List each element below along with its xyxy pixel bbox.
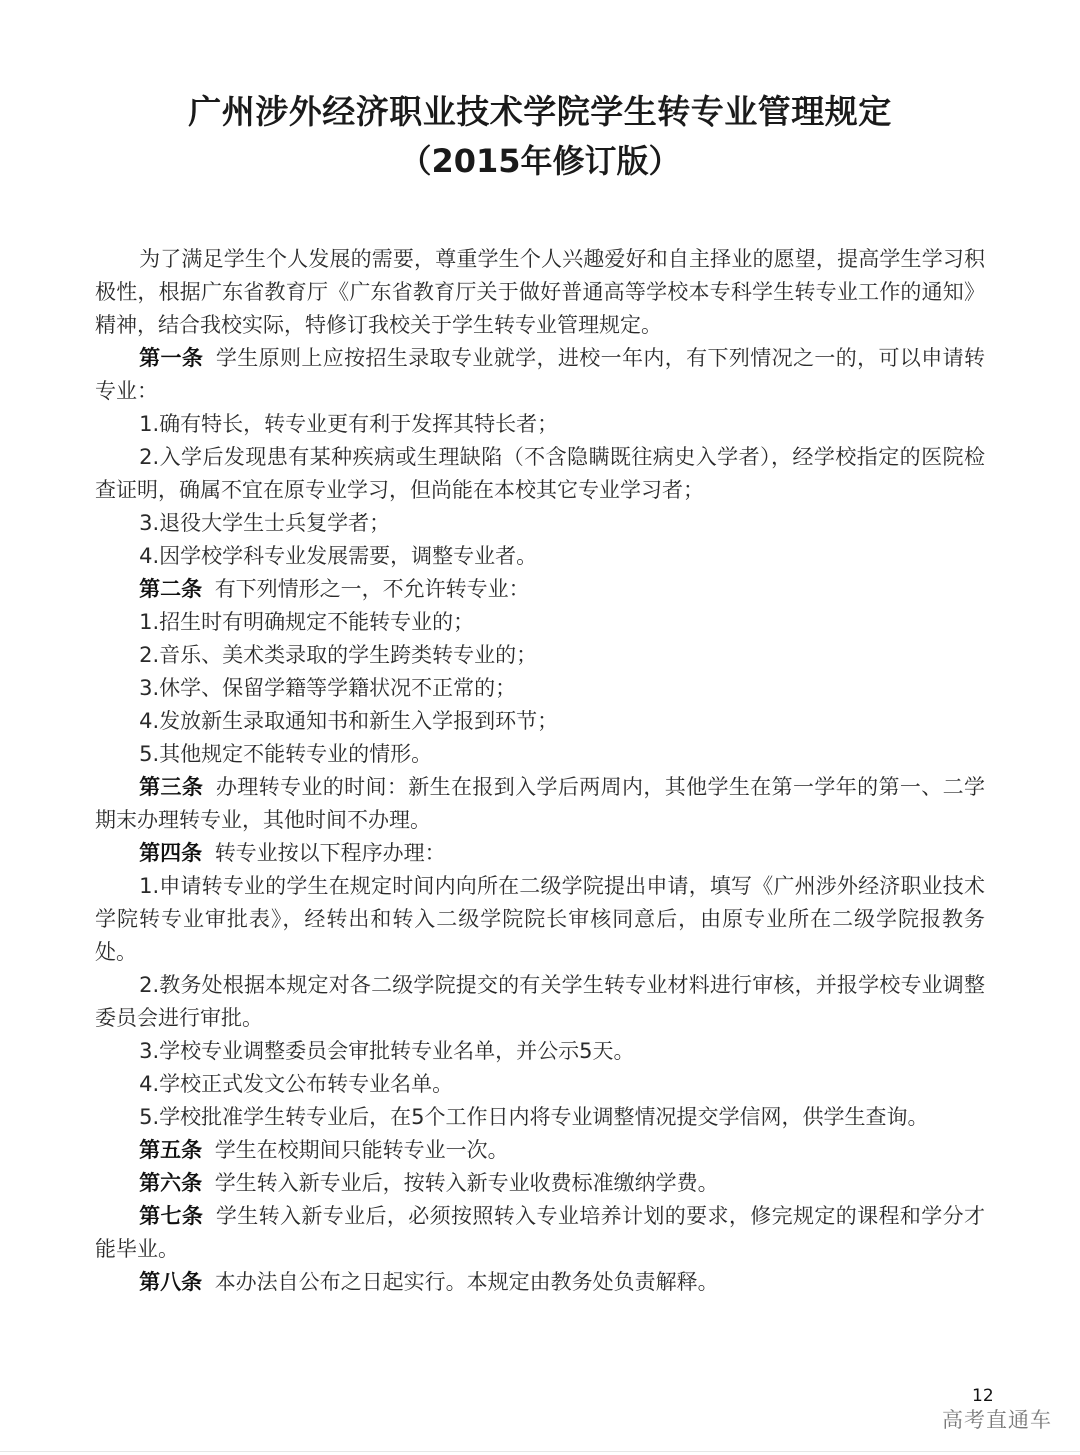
paragraph-text: 5.学校批准学生转专业后，在5个工作日内将专业调整情况提交学信网，供学生查询。 bbox=[139, 1105, 929, 1129]
article-paragraph bbox=[95, 837, 985, 870]
paragraph-text: 学生原则上应按招生录取专业就学，进校一年内，有下列情况之一的，可以申请转专业： bbox=[95, 346, 986, 403]
paragraph-text: 4.因学校学科专业发展需要，调整专业者。 bbox=[139, 544, 538, 568]
paragraph-text: 2.教务处根据本规定对各二级学院提交的有关学生转专业材料进行审核，并报学校专业调整委员会进行审批。 bbox=[95, 973, 985, 1030]
paragraph bbox=[95, 606, 985, 639]
paragraph bbox=[95, 870, 985, 969]
article-label: 第八条 bbox=[139, 1270, 203, 1294]
paragraph-text: 学生转入新专业后，按转入新专业收费标准缴纳学费。 bbox=[214, 1171, 719, 1195]
paragraph bbox=[95, 1035, 985, 1068]
document-title: 广州涉外经济职业技术学院学生转专业管理规定 bbox=[188, 92, 892, 131]
article-paragraph bbox=[95, 1266, 985, 1299]
paragraph bbox=[95, 507, 985, 540]
paragraph bbox=[95, 540, 985, 573]
paragraph-text: 1.申请转专业的学生在规定时间内向所在二级学院提出申请，填写《广州涉外经济职业技术学院转专业审批表》，经转出和转入二级学院院长审核同意后，由原专业所在二级学院报教务处。 bbox=[95, 874, 985, 964]
watermark: 高考直通车 bbox=[942, 1408, 1052, 1432]
document-subtitle: （2015年修订版） bbox=[399, 142, 681, 180]
article-paragraph bbox=[95, 1167, 985, 1200]
paragraph bbox=[95, 441, 985, 507]
paragraph-text: 学生在校期间只能转专业一次。 bbox=[214, 1138, 509, 1162]
paragraph-text: 1.确有特长，转专业更有利于发挥其特长者； bbox=[139, 412, 559, 436]
paragraph bbox=[95, 1101, 985, 1134]
article-label: 第二条 bbox=[139, 577, 203, 601]
article-label: 第七条 bbox=[139, 1204, 204, 1228]
document-body bbox=[95, 243, 985, 1299]
article-label: 第五条 bbox=[139, 1138, 203, 1162]
paragraph-text: 本办法自公布之日起实行。本规定由教务处负责解释。 bbox=[214, 1270, 719, 1294]
paragraph-text: 转专业按以下程序办理： bbox=[214, 841, 446, 865]
article-paragraph bbox=[95, 342, 985, 408]
paragraph-text: 3.退役大学生士兵复学者； bbox=[139, 511, 391, 535]
paragraph-text: 1.招生时有明确规定不能转专业的； bbox=[139, 610, 475, 634]
article-label: 第四条 bbox=[139, 841, 203, 865]
paragraph bbox=[95, 672, 985, 705]
paragraph-text: 5.其他规定不能转专业的情形。 bbox=[139, 742, 433, 766]
paragraph bbox=[95, 705, 985, 738]
paragraph-text: 2.入学后发现患有某种疾病或生理缺陷（不含隐瞒既往病史入学者），经学校指定的医院检查证明，确属不宜在原专业学习，但尚能在本校其它专业学习者； bbox=[95, 445, 985, 502]
paragraph-text: 办理转专业的时间：新生在报到入学后两周内，其他学生在第一学年的第一、二学期末办理转专业，其他时间不办理。 bbox=[95, 775, 986, 832]
paragraph-text: 4.发放新生录取通知书和新生入学报到环节； bbox=[139, 709, 559, 733]
paragraph-text: 为了满足学生个人发展的需要，尊重学生个人兴趣爱好和自主择业的愿望，提高学生学习积极性，根据广东省教育厅《广东省教育厅关于做好普通高等学校本专科学生转专业工作的通知》精神，结合我校实际，特修订我校关于学生转专业管理规定。 bbox=[95, 247, 985, 337]
article-paragraph bbox=[95, 1134, 985, 1167]
paragraph-text: 3.学校专业调整委员会审批转专业名单，并公示5天。 bbox=[139, 1039, 635, 1063]
article-label: 第三条 bbox=[139, 775, 204, 799]
article-label: 第一条 bbox=[139, 346, 204, 370]
page-number: 12 bbox=[972, 1386, 994, 1406]
paragraph-text: 2.音乐、美术类录取的学生跨类转专业的； bbox=[139, 643, 538, 667]
article-paragraph bbox=[95, 771, 985, 837]
paragraph bbox=[95, 243, 985, 342]
bottom-divider bbox=[0, 1451, 1080, 1452]
paragraph bbox=[95, 1068, 985, 1101]
paragraph-text: 3.休学、保留学籍等学籍状况不正常的； bbox=[139, 676, 517, 700]
paragraph-text: 4.学校正式发文公布转专业名单。 bbox=[139, 1072, 454, 1096]
paragraph bbox=[95, 738, 985, 771]
paragraph bbox=[95, 408, 985, 441]
article-paragraph bbox=[95, 1200, 985, 1266]
article-label: 第六条 bbox=[139, 1171, 203, 1195]
paragraph bbox=[95, 639, 985, 672]
paragraph bbox=[95, 969, 985, 1035]
paragraph-text: 学生转入新专业后，必须按照转入专业培养计划的要求，修完规定的课程和学分才能毕业。 bbox=[95, 1204, 986, 1261]
paragraph-text: 有下列情形之一，不允许转专业： bbox=[214, 577, 530, 601]
article-paragraph bbox=[95, 573, 985, 606]
